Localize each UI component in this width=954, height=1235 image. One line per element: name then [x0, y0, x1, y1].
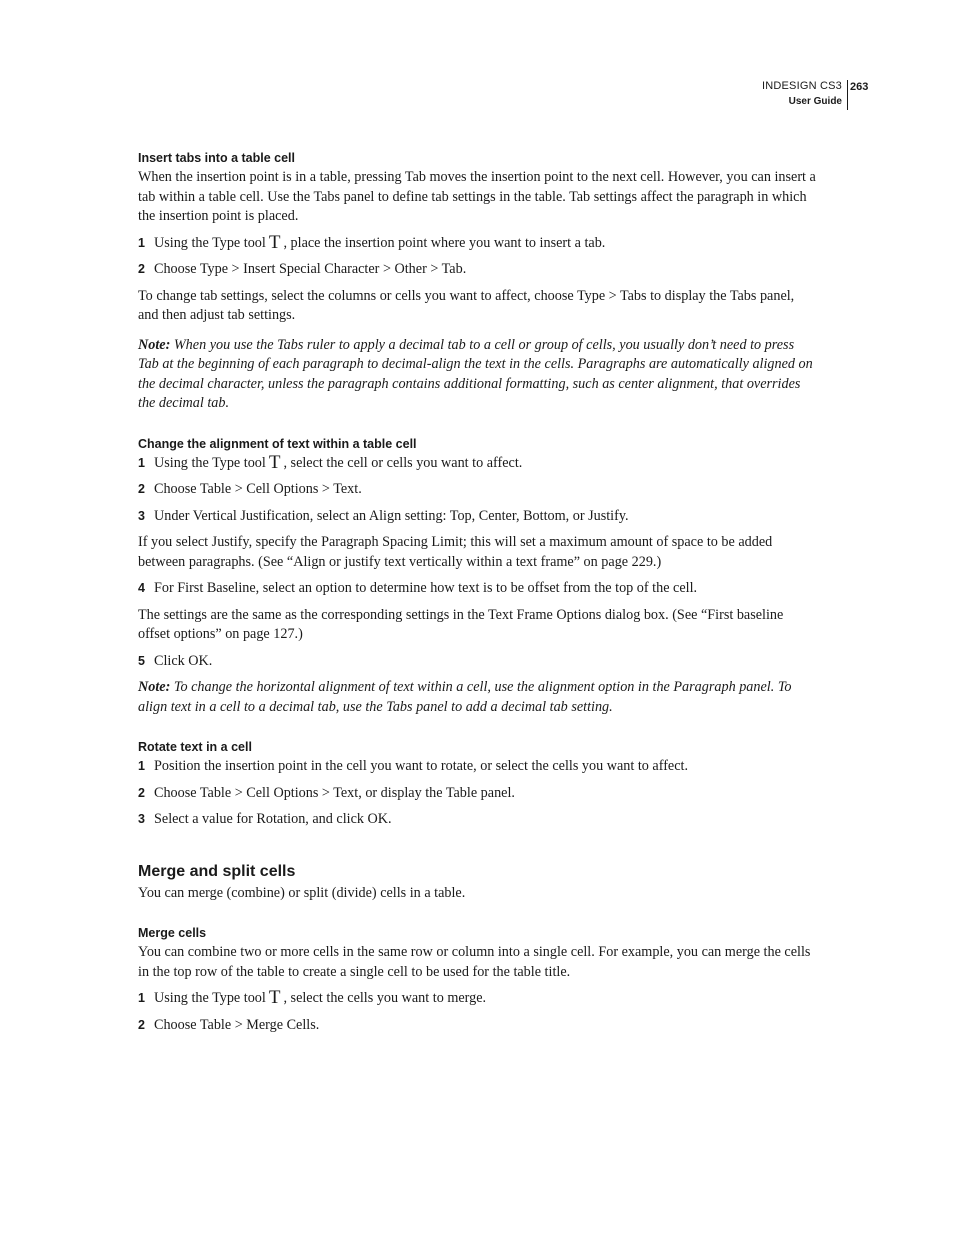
header-guide: User Guide	[788, 96, 842, 107]
insert-tabs-para: To change tab settings, select the columns or cells you want to affect, choose Type > Tabs to display the Tabs panel, and then adjust tab settings.	[138, 287, 795, 323]
page-number: 263	[850, 81, 869, 93]
step-text: Choose Table > Merge Cells.	[154, 1016, 320, 1033]
step-text: Choose Type > Insert Special Character > Other > Tab.	[154, 261, 467, 277]
step-number: 5	[138, 653, 145, 668]
step-number: 2	[138, 262, 145, 276]
header-titles	[762, 79, 842, 109]
page-content	[138, 148, 818, 1035]
step-text: Under Vertical Justification, select an Align setting: Top, Center, Bottom, or Justify.	[154, 507, 629, 524]
heading-merge-cells: Merge cells	[138, 926, 207, 940]
step-text: Choose Table > Cell Options > Text.	[154, 481, 362, 497]
type-tool-icon: T	[268, 451, 281, 473]
rotate-step-3	[138, 810, 818, 830]
heading-change-alignment: Change the alignment of text within a table cell	[138, 436, 417, 451]
heading-merge-split: Merge and split cells	[138, 862, 296, 880]
merge-cells-intro: You can combine two or more cells in the same row or column into a single cell. For example, you can merge the cells in the top row of the table to create a single cell to be used for the table title.	[138, 944, 811, 980]
note-text: To change the horizontal alignment of text within a cell, use the alignment option in the Paragraph panel. To align text in a cell to a decimal tab, use the Tabs panel to add a decimal tab setting.	[138, 679, 792, 715]
alignment-step-3	[138, 507, 818, 527]
insert-tabs-intro: When the insertion point is in a table, pressing Tab moves the insertion point to the next cell. However, you can insert a tab within a table cell. Use the Tabs panel to define tab settings in the table. Tab settings affect the paragraph in which the insertion point is placed.	[138, 169, 816, 224]
step-number: 1	[138, 991, 145, 1005]
header-product: INDESIGN CS3	[761, 80, 842, 92]
step-text: Select a value for Rotation, and click OK.	[154, 811, 392, 827]
step-number: 2	[138, 1017, 145, 1032]
merge-step-2	[138, 1016, 818, 1036]
step-text: Using the Type tool T , select the cells you want to merge.	[154, 987, 487, 1008]
step-text: Choose Table > Cell Options > Text, or display the Table panel.	[154, 784, 515, 801]
rotate-step-1	[138, 757, 818, 777]
step-number: 1	[138, 455, 145, 470]
step-text: Using the Type tool T , select the cell or cells you want to affect.	[154, 451, 523, 473]
type-tool-icon: T	[268, 987, 281, 1008]
type-tool-icon: T	[268, 231, 281, 253]
step-number: 3	[138, 508, 145, 523]
alignment-step-5	[138, 652, 818, 672]
insert-tabs-step-2	[138, 260, 818, 280]
step-number: 1	[138, 759, 145, 773]
running-header	[700, 79, 872, 111]
header-divider	[847, 80, 848, 110]
insert-tabs-step-1	[138, 231, 818, 254]
insert-tabs-note	[138, 336, 818, 414]
step-number: 2	[138, 785, 145, 800]
step-text: For First Baseline, select an option to determine how text is to be offset from the top of the cell.	[154, 580, 698, 596]
alignment-para-1: If you select Justify, specify the Paragraph Spacing Limit; this will set a maximum amount of space to be added between paragraphs. (See “Align or justify text vertically within a text frame” on page 229.)	[138, 534, 773, 570]
step-text: Using the Type tool T , place the insertion point where you want to insert a tab.	[154, 231, 606, 253]
merge-split-intro: You can merge (combine) or split (divide) cells in a table.	[138, 884, 466, 901]
alignment-step-1	[138, 451, 818, 474]
alignment-note	[138, 678, 818, 717]
step-number: 4	[138, 581, 145, 595]
step-number: 3	[138, 812, 145, 826]
note-label: Note:	[138, 679, 171, 695]
rotate-step-2	[138, 784, 818, 804]
heading-rotate-text: Rotate text in a cell	[138, 740, 252, 754]
step-number: 2	[138, 482, 145, 496]
step-number: 1	[138, 235, 145, 250]
merge-step-1	[138, 989, 818, 1009]
note-label: Note:	[138, 336, 171, 353]
step-text: Position the insertion point in the cell you want to rotate, or select the cells you want to affect.	[154, 758, 689, 774]
step-text: Click OK.	[154, 652, 213, 669]
alignment-step-2	[138, 480, 818, 500]
alignment-step-4	[138, 579, 818, 599]
note-text: When you use the Tabs ruler to apply a decimal tab to a cell or group of cells, you usually don’t need to press Tab at the beginning of each paragraph to decimal-align the text in the cells. Paragraphs are automatically aligned on the decimal character, unless the paragraph contains additional formatting, such as center alignment, that overrides the decimal tab.	[138, 336, 813, 411]
heading-insert-tabs: Insert tabs into a table cell	[138, 151, 295, 165]
alignment-para-2: The settings are the same as the corresponding settings in the Text Frame Options dialog box. (See “First baseline offset options” on page 127.)	[138, 606, 784, 642]
